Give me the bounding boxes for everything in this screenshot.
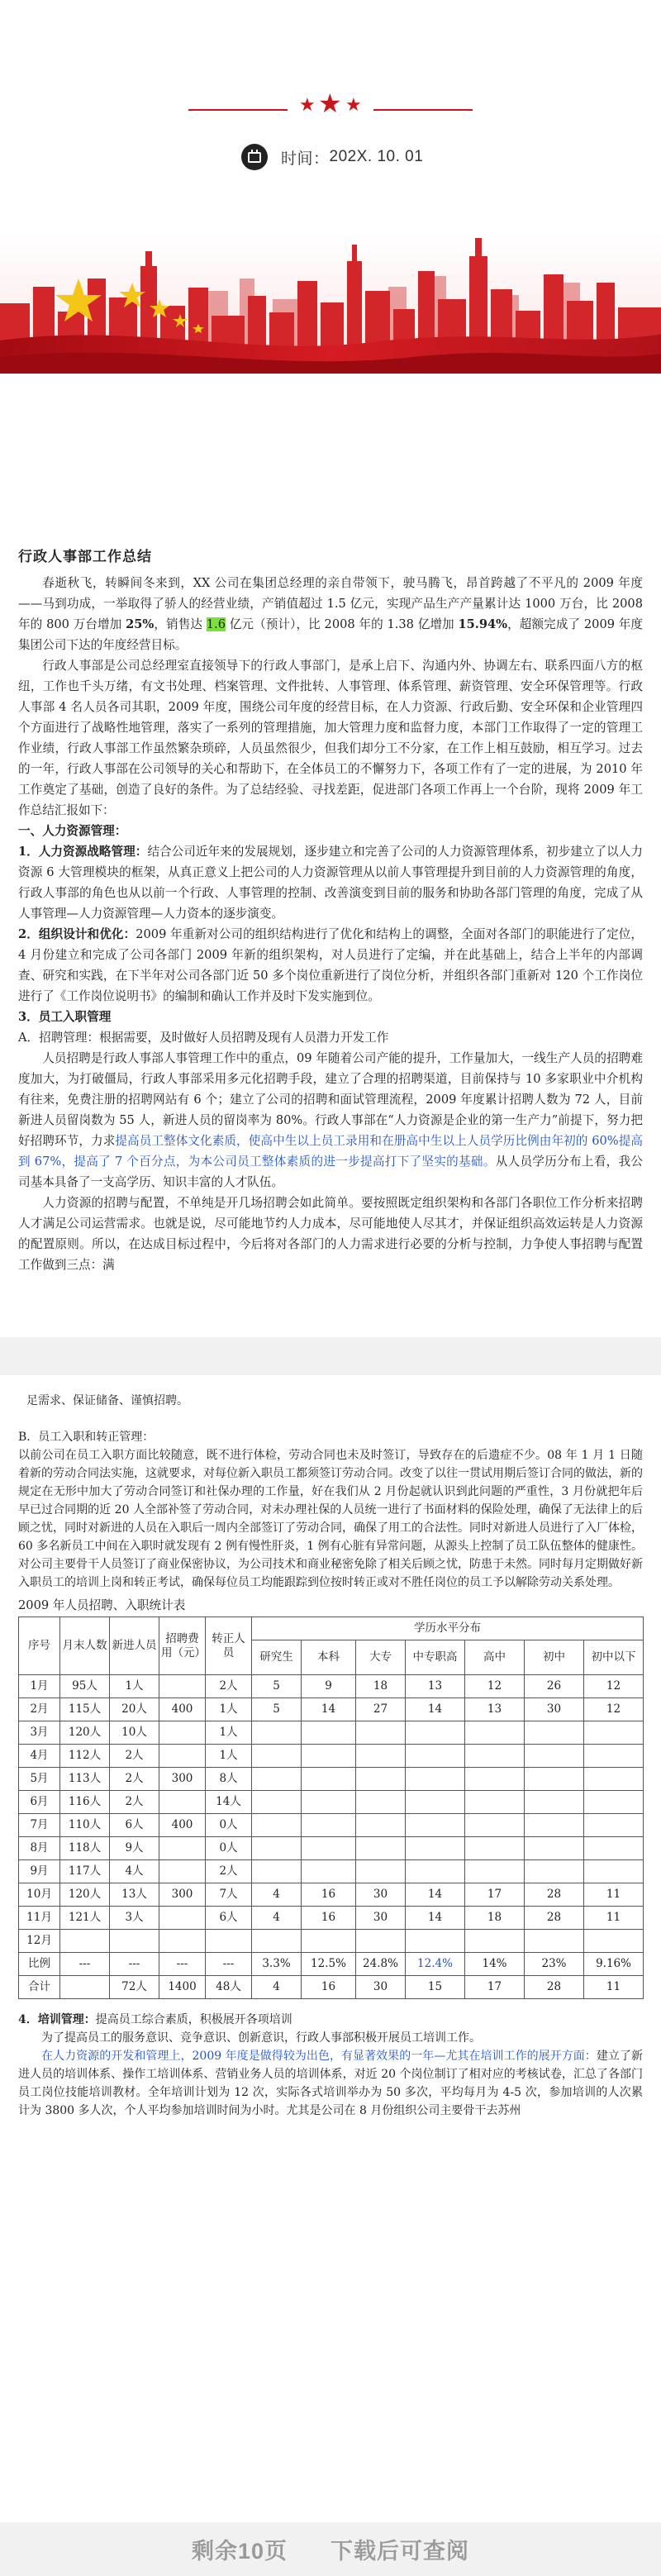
highlighted-sales: 1.6 (206, 617, 226, 631)
table-cell (206, 1930, 252, 1953)
table-cell: 12月 (19, 1930, 60, 1953)
table-cell: 5 (252, 1675, 302, 1698)
table-cell (465, 1745, 525, 1768)
table-cell: 0人 (206, 1837, 252, 1860)
table-cell (584, 1814, 644, 1837)
table-cell: 5 (252, 1698, 302, 1721)
table-cell (584, 1768, 644, 1791)
table-cell: 6人 (110, 1814, 159, 1837)
table-cell: 115人 (60, 1698, 110, 1721)
training-heading-paragraph: 4．培训管理：提高员工综合素质，积极展开各项培训 (18, 2013, 292, 2026)
table-cell (525, 1837, 584, 1860)
table-cell: --- (159, 1953, 206, 1976)
table-cell (465, 1860, 525, 1883)
table-cell (302, 1791, 356, 1814)
table-cell: --- (206, 1953, 252, 1976)
table-cell (525, 1745, 584, 1768)
table-header: 招聘费用（元） (159, 1617, 206, 1675)
org-design-paragraph: 2．组织设计和优化：2009 年重新对公司的组织结构进行了优化和结构上的调整，全面对各部门的职能进行了定位，4 月份建立和完成了公司各部门 2009 年新的组织架构，对人员进行了定编，并在此基础上，结合上半年的内部调查、研究和实践，在下半年对公司各部门近 50 多个岗位重新进行了岗位分析，并组织各部门重新对 120 个工作岗位进行了《工作岗位说明书》的编制和确认工作并及时下发实施到位。 (18, 927, 643, 1003)
recruitment-paragraph-continued: 足需求、保证储备、谨慎招聘。 (26, 1394, 188, 1407)
table-cell (525, 1814, 584, 1837)
table-cell (356, 1768, 406, 1791)
table-cell: 30 (356, 1883, 406, 1907)
table-cell: 1400 (159, 1976, 206, 1999)
table-cell: 30 (356, 1976, 406, 1999)
star-icon: ★ (318, 88, 342, 119)
table-cell: 4 (252, 1883, 302, 1907)
table-cell: 120人 (60, 1883, 110, 1907)
table-cell: 14 (302, 1698, 356, 1721)
training-paragraph-2: 在人力资源的开发和管理上，2009 年度是做得较为出色，有显著效果的一年—尤其在培训工作的展开方面：建立了新进人员的培训体系、操作工培训体系、营销业务人员的培训体系，对近 20 个岗位制订了相对应的考核试卷，汇总了各部门员工岗位技能培训教材。全年培训计划为 12 次，实际各式培训举办为 50 多次，平均每月为 4-5 次，参加培训的人次累计为 3800 多人次，个人平均参加培训时间为小时。尤其是公司在 8 月份组织公司主要骨干去苏州 (18, 2050, 644, 2117)
table-cell: 14 (406, 1698, 465, 1721)
document-title: 行政人事部工作总结 (18, 549, 152, 565)
table-row (19, 1907, 644, 1930)
table-row (19, 1976, 644, 1999)
table-cell (252, 1814, 302, 1837)
table-cell: 16 (302, 1883, 356, 1907)
table-cell: 14 (406, 1883, 465, 1907)
table-cell: 28 (525, 1907, 584, 1930)
table-cell (465, 1814, 525, 1837)
table-cell (252, 1768, 302, 1791)
table-cell: 300 (159, 1768, 206, 1791)
table-cell: 95人 (60, 1675, 110, 1698)
table-cell: 11 (584, 1883, 644, 1907)
table-cell (406, 1745, 465, 1768)
table-cell: 13人 (110, 1883, 159, 1907)
table-cell (406, 1837, 465, 1860)
table-cell: 合计 (19, 1976, 60, 1999)
remaining-pages-label[interactable]: 剩余10页 (191, 2539, 288, 2564)
table-cell (356, 1930, 406, 1953)
table-row (19, 1791, 644, 1814)
table-cell: 110人 (60, 1814, 110, 1837)
table-cell (356, 1837, 406, 1860)
table-cell (252, 1791, 302, 1814)
table-cell (302, 1768, 356, 1791)
table-cell: 2人 (110, 1745, 159, 1768)
table-cell: 400 (159, 1698, 206, 1721)
table-cell: 28 (525, 1883, 584, 1907)
table-header: 中专职高 (406, 1640, 465, 1675)
recruitment-paragraph: 人员招聘是行政人事部人事管理工作中的重点，09 年随着公司产能的提升，工作量加大，一线生产人员的招聘难度加大，为打破僵局，行政人事部采用多元化招聘手段，建立了合理的招聘渠道，目前保持与 10 多家职业中介机构有往来，免费注册的招聘网站有 6 个；建立了公司的招聘和面试管理流程，2009 年度累计招聘人数为 72 人，目前新进人员留岗数为 55 人，新进人员的留岗率为 80%。行政人事部在“人力资源是企业的第一生产力”前提下，努力把好招聘环节，力求提高员工整体文化素质，使高中生以上员工录用和在册高中生以上人员学历比例由年初的 60%提高到 67%，提高了 7 个百分点，为本公司员工整体素质的进一步提高打下了坚实的基础。从人员学历分布上看，我公司基本具备了一支高学历、知识丰富的人才队伍。 (18, 1051, 643, 1189)
onboarding-heading: 3．员工入职管理 (18, 1010, 112, 1024)
table-cell: 118人 (60, 1837, 110, 1860)
table-cell: 6人 (206, 1907, 252, 1930)
table-cell: 8人 (206, 1768, 252, 1791)
table-cell: 1人 (206, 1721, 252, 1745)
intro-paragraph-1: 春逝秋飞，转瞬间冬来到，XX 公司在集团总经理的亲自带领下，驶马腾飞，昂首跨越了不平凡的 2009 年度——马到功成，一举取得了骄人的经营业绩，产销值超过 1.5 亿元，实现产品生产产量累计达 1000 万台，比 2008 年的 800 万台增加 25%，销售达 1.6 亿元（预计），比 2008 年的 1.38 亿增加 15.94%，超额完成了 2009 年度集团公司下达的年度经营目标。 (18, 576, 644, 652)
table-cell: 12 (584, 1675, 644, 1698)
highlighted-blue-text: 在人力资源的开发和管理上，2009 年度是做得较为出色，有显著效果的一年—尤其在培训工作的展开方面： (41, 2050, 597, 2063)
table-cell: 13 (406, 1675, 465, 1698)
table-cell: 7人 (206, 1883, 252, 1907)
table-header: 研究生 (252, 1640, 302, 1675)
table-cell: 17 (465, 1976, 525, 1999)
date-row (241, 142, 423, 172)
table-cell: 6月 (19, 1791, 60, 1814)
table-caption: 2009 年人员招聘、入职统计表 (18, 1598, 186, 1612)
table-cell (159, 1675, 206, 1698)
document-body-page2 (18, 1392, 643, 2120)
table-row (19, 1768, 644, 1791)
section-heading-hr: 一、人力资源管理： (18, 824, 127, 838)
table-cell: 1月 (19, 1675, 60, 1698)
training-paragraph-1: 为了提高员工的服务意识、竞争意识、创新意识，行政人事部积极开展员工培训工作。 (41, 2031, 481, 2045)
table-cell: 3月 (19, 1721, 60, 1745)
table-cell (60, 1976, 110, 1999)
table-header: 高中 (465, 1640, 525, 1675)
table-cell (465, 1721, 525, 1745)
table-cell: 30 (356, 1907, 406, 1930)
table-cell (584, 1837, 644, 1860)
table-cell: 4 (252, 1907, 302, 1930)
table-cell (302, 1837, 356, 1860)
table-row (19, 1698, 644, 1721)
table-cell (159, 1907, 206, 1930)
calendar-icon (241, 144, 268, 170)
table-row (19, 1814, 644, 1837)
table-cell: 13 (465, 1698, 525, 1721)
onboarding-paragraph: 以前公司在员工入职方面比较随意，既不进行体检，劳动合同也未及时签订，导致存在的后遗症不少。08 年 1 月 1 日随着新的劳动合同法实施，这就要求，对每位新入职员工都须签订劳动合同。改变了以往一贯试用期后签订合同的做法，新的规定在无形中加大了劳动合同签订和社保办理的工作量，好在我们从 2 月份起就认识到此问题的严重性，3 月份就把年后早已过合同期的近 20 人全部补签了劳动合同，对未办理社保的人员统一进行了书面材料的保险处理，确保了无法律上的后顾之忧，同时对新进的人员在入职后一周内全部签订了劳动合同，确保了用工的合法性。同时对新进人员进行了入厂体检，60 多名新员工中间在入职时就发现有 2 例有慢性肝炎，1 例有心脏有异常问题，从源头上控制了员工队伍整体的健康性。对公司主要骨干人员签订了商业保密协议，为公司技术和商业秘密免除了相关后顾之忧，防患于未然。同时每月定期做好新入职员工的培训上岗和转正考试，确保每位员工均能跟踪到位按时转正或对不胜任岗位的员工予以解除劳动关系处理。 (18, 1449, 643, 1589)
table-cell (356, 1791, 406, 1814)
table-cell: 10人 (110, 1721, 159, 1745)
table-cell: 16 (302, 1976, 356, 1999)
table-cell: 2人 (206, 1860, 252, 1883)
intro-paragraph-2: 行政人事部是公司总经理室直接领导下的行政人事部门，是承上启下、沟通内外、协调左右、联系四面八方的枢纽，工作也千头万绪，有文书处理、档案管理、文件批转、人事管理、体系管理、薪资管理、安全环保管理等。行政人事部 4 名人员各司其职，2009 年度，围绕公司年度的经营目标，在人力资源、行政后勤、安全环保和企业管理四个方面进行了战略性地管理，落实了一系列的管理措施，加大管理力度和监督力度，本部门工作取得了一定的管理工作业绩，行政人事部工作虽然繁杂琐碎，人员虽然很少，但我们却分工不分家，在工作上相互鼓励，相互学习。过去的一年，行政人事部在公司领导的关心和帮助下，在全体员工的不懈努力下，各项工作有了一定的进展，为 2010 年工作奠定了基础，创造了良好的条件。为了总结经验、寻找差距，促进部门各项工作再上一个台阶，现将 2009 年工作总结汇报如下： (18, 659, 643, 817)
table-header: 月末人数 (60, 1617, 110, 1675)
header-rule-left (188, 109, 288, 111)
table-cell (525, 1930, 584, 1953)
table-cell (406, 1768, 465, 1791)
table-cell (252, 1930, 302, 1953)
table-cell: 14 (406, 1907, 465, 1930)
table-cell: 4月 (19, 1745, 60, 1768)
table-cell (159, 1837, 206, 1860)
table-cell: 15 (406, 1976, 465, 1999)
table-cell: 1人 (206, 1745, 252, 1768)
table-cell: 23% (525, 1953, 584, 1976)
table-cell: 28 (525, 1976, 584, 1999)
table-cell (525, 1791, 584, 1814)
time-label: 时间： (281, 150, 330, 168)
header-rule-right (373, 109, 473, 111)
table-cell: 116人 (60, 1791, 110, 1814)
hr-strategy-paragraph: 1．人力资源战略管理：结合公司近年来的发展规划，逐步建立和完善了公司的人力资源管理体系，初步建立了以人力资源 6 大管理模块的框架，从真正意义上把公司的人力资源管理从以前人事管理提升到目前的人力资源管理的角度，行政人事部的角色也从以前一个行政、人事管理的控制、改善演变到目前的服务和协助各部门管理的角度，完成了从人事管理—人力资源管理—人力资本的逐步演变。 (18, 845, 643, 921)
table-cell (584, 1860, 644, 1883)
highlighted-blue-text: 提高员工整体文化素质，使高中生以上员工录用和在册高中生以上人员学历比例由年初的 60%提高到 67%，提高了 7 个百分点，为本公司员工整体素质的进一步提高打下了坚实的基础。 (18, 1134, 643, 1169)
table-cell: 17 (465, 1883, 525, 1907)
table-cell: 26 (525, 1675, 584, 1698)
table-cell: 14人 (206, 1791, 252, 1814)
table-cell (159, 1791, 206, 1814)
table-cell (252, 1837, 302, 1860)
table-cell: 14% (465, 1953, 525, 1976)
table-cell: 2月 (19, 1698, 60, 1721)
table-cell (406, 1930, 465, 1953)
table-cell: 2人 (206, 1675, 252, 1698)
table-cell (159, 1930, 206, 1953)
table-cell (159, 1860, 206, 1883)
table-row (19, 1930, 644, 1953)
table-cell: 11月 (19, 1907, 60, 1930)
table-cell (465, 1768, 525, 1791)
recruitment-stats-table (18, 1617, 644, 1999)
table-cell (302, 1860, 356, 1883)
table-cell: 117人 (60, 1860, 110, 1883)
table-cell: 9人 (110, 1837, 159, 1860)
table-cell (465, 1930, 525, 1953)
table-cell (406, 1860, 465, 1883)
table-cell (406, 1814, 465, 1837)
table-cell: --- (110, 1953, 159, 1976)
table-cell (302, 1721, 356, 1745)
table-cell: 18 (356, 1675, 406, 1698)
table-cell (406, 1721, 465, 1745)
table-cell (159, 1721, 206, 1745)
table-cell: 5月 (19, 1768, 60, 1791)
table-cell: 48人 (206, 1976, 252, 1999)
star-icon: ★ (299, 95, 316, 116)
table-cell: 3.3% (252, 1953, 302, 1976)
table-cell: 12 (584, 1698, 644, 1721)
download-to-read-label[interactable]: 下载后可查阅 (330, 2539, 470, 2564)
download-prompt-bar[interactable] (0, 2522, 661, 2576)
table-cell: 12 (465, 1675, 525, 1698)
table-cell (356, 1860, 406, 1883)
table-cell: 10月 (19, 1883, 60, 1907)
table-cell: 1人 (110, 1675, 159, 1698)
table-header: 初中 (525, 1640, 584, 1675)
table-cell: 4人 (110, 1860, 159, 1883)
table-cell (584, 1745, 644, 1768)
table-cell: 0人 (206, 1814, 252, 1837)
table-cell (525, 1768, 584, 1791)
table-header: 新进人员 (110, 1617, 159, 1675)
table-header: 大专 (356, 1640, 406, 1675)
table-cell: 8月 (19, 1837, 60, 1860)
table-cell: 11 (584, 1976, 644, 1999)
table-cell: 9.16% (584, 1953, 644, 1976)
table-header: 初中以下 (584, 1640, 644, 1675)
table-cell (584, 1930, 644, 1953)
table-cell: 2人 (110, 1768, 159, 1791)
table-cell (525, 1860, 584, 1883)
table-cell: 比例 (19, 1953, 60, 1976)
table-row (19, 1860, 644, 1883)
table-cell: 4 (252, 1976, 302, 1999)
time-value: 202X. 10. 01 (329, 148, 424, 165)
table-cell (302, 1930, 356, 1953)
table-cell: --- (60, 1953, 110, 1976)
table-cell (252, 1721, 302, 1745)
table-cell: 400 (159, 1814, 206, 1837)
table-cell: 120人 (60, 1721, 110, 1745)
table-header-group: 学历水平分布 (252, 1617, 644, 1640)
table-row (19, 1837, 644, 1860)
table-cell (406, 1791, 465, 1814)
table-cell (356, 1745, 406, 1768)
page-break (0, 1337, 661, 1375)
table-cell (465, 1837, 525, 1860)
recruitment-heading: A．招聘管理：根据需要，及时做好人员招聘及现有人员潜力开发工作 (18, 1031, 389, 1045)
table-cell (584, 1791, 644, 1814)
table-cell (302, 1814, 356, 1837)
table-cell: 18 (465, 1907, 525, 1930)
table-header: 本科 (302, 1640, 356, 1675)
city-skyline-banner (0, 233, 661, 374)
growth-percent: 25% (126, 617, 155, 631)
table-cell (465, 1791, 525, 1814)
table-cell (356, 1814, 406, 1837)
table-cell: 20人 (110, 1698, 159, 1721)
table-cell: 121人 (60, 1907, 110, 1930)
table-cell: 9月 (19, 1860, 60, 1883)
document-body-page1 (18, 547, 643, 1275)
table-header: 序号 (19, 1617, 60, 1675)
table-cell (584, 1721, 644, 1745)
table-cell (252, 1860, 302, 1883)
table-cell: 300 (159, 1883, 206, 1907)
table-row (19, 1721, 644, 1745)
table-cell: 2人 (110, 1791, 159, 1814)
table-cell: 16 (302, 1907, 356, 1930)
table-cell (356, 1721, 406, 1745)
table-cell: 1人 (206, 1698, 252, 1721)
table-cell (159, 1745, 206, 1768)
table-cell (525, 1721, 584, 1745)
table-cell: 7月 (19, 1814, 60, 1837)
table-cell (110, 1930, 159, 1953)
table-cell: 113人 (60, 1768, 110, 1791)
table-cell: 12.4% (406, 1953, 465, 1976)
table-cell: 3人 (110, 1907, 159, 1930)
sales-growth-percent: 15.94% (458, 617, 508, 631)
table-cell: 112人 (60, 1745, 110, 1768)
table-row (19, 1953, 644, 1976)
table-cell: 9 (302, 1675, 356, 1698)
table-row (19, 1675, 644, 1698)
table-row (19, 1745, 644, 1768)
table-cell: 30 (525, 1698, 584, 1721)
table-cell: 72人 (110, 1976, 159, 1999)
table-cell: 24.8% (356, 1953, 406, 1976)
star-icon: ★ (345, 95, 362, 116)
table-header: 转正人员 (206, 1617, 252, 1675)
table-cell (302, 1745, 356, 1768)
table-cell (252, 1745, 302, 1768)
table-row (19, 1883, 644, 1907)
table-cell: 12.5% (302, 1953, 356, 1976)
table-cell: 11 (584, 1907, 644, 1930)
table-cell: 27 (356, 1698, 406, 1721)
onboarding-subheading: B．员工入职和转正管理： (18, 1431, 155, 1444)
table-cell (60, 1930, 110, 1953)
recruitment-paragraph-2: 人力资源的招聘与配置，不单纯是开几场招聘会如此简单。要按照既定组织架构和各部门各职位工作分析来招聘人才满足公司运营需求。也就是说，尽可能地节约人力成本，尽可能地使人尽其才，并保证组织高效运转是人力资源的配置原则。所以，在达成目标过程中，今后将对各部门的人力需求进行必要的分析与控制，力争使人事招聘与配置工作做到三点：满 (18, 1196, 643, 1272)
